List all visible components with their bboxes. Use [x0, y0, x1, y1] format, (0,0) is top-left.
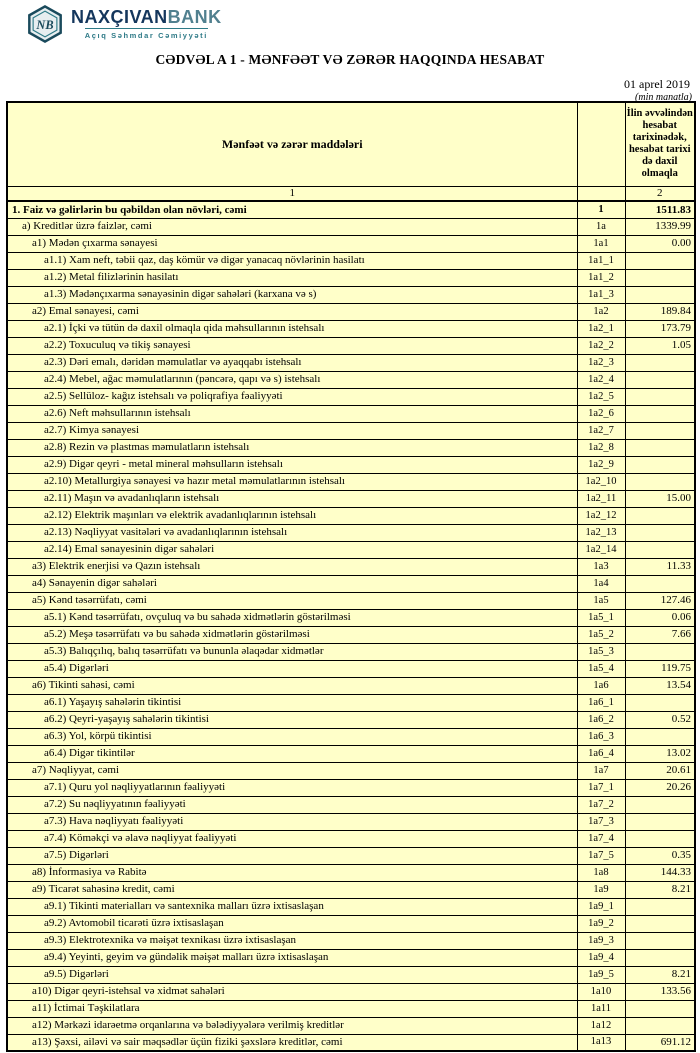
row-value: [625, 269, 695, 286]
row-label: a2.14) Emal sənayesinin digər sahələri: [7, 541, 577, 558]
row-label: a2.4) Mebel, ağac məmulatlarının (pəncərə, qapı və s) istehsalı: [7, 371, 577, 388]
row-code: 1a7_4: [577, 830, 625, 847]
row-code: 1a3: [577, 558, 625, 575]
table-row: [7, 524, 695, 541]
row-code: 1a2_5: [577, 388, 625, 405]
row-value: [625, 813, 695, 830]
row-value: [625, 388, 695, 405]
row-label: a11) İctimai Təşkilatlara: [7, 1000, 577, 1017]
row-value: [625, 932, 695, 949]
table-row: [7, 235, 695, 252]
table-row: [7, 864, 695, 881]
row-value: [625, 541, 695, 558]
table-row: [7, 473, 695, 490]
row-code: 1a4: [577, 575, 625, 592]
table-row: [7, 898, 695, 915]
row-label: a2.13) Nəqliyyat vasitələri və avadanlıqlarının istehsalı: [7, 524, 577, 541]
table-row: [7, 252, 695, 269]
row-value: [625, 405, 695, 422]
row-value: 0.52: [625, 711, 695, 728]
row-code: 1a6: [577, 677, 625, 694]
row-label: a9) Ticarət sahəsinə kredit, cəmi: [7, 881, 577, 898]
table-row: [7, 201, 695, 218]
row-code: 1a1_1: [577, 252, 625, 269]
row-code: 1a2_10: [577, 473, 625, 490]
row-code: 1a2_1: [577, 320, 625, 337]
row-label: a6.3) Yol, körpü tikintisi: [7, 728, 577, 745]
bank-logo: [26, 5, 222, 43]
row-value: [625, 354, 695, 371]
row-code: 1a7_2: [577, 796, 625, 813]
row-label: a) Kreditlər üzrə faizlər, cəmi: [7, 218, 577, 235]
row-label: a3) Elektrik enerjisi və Qazın istehsalı: [7, 558, 577, 575]
row-value: 20.26: [625, 779, 695, 796]
row-code: 1a2_13: [577, 524, 625, 541]
row-code: 1a7: [577, 762, 625, 779]
row-value: [625, 830, 695, 847]
bank-name-secondary: BANK: [167, 7, 222, 27]
table-row: [7, 626, 695, 643]
row-label: a7.5) Digərləri: [7, 847, 577, 864]
row-label: a6.4) Digər tikintilər: [7, 745, 577, 762]
row-code: 1a1: [577, 235, 625, 252]
table-row: [7, 643, 695, 660]
page-title: CƏDVƏL A 1 - MƏNFƏƏT VƏ ZƏRƏR HAQQINDA HESABAT: [155, 52, 545, 67]
row-label: a12) Mərkəzi idarəetmə orqanlarına və bələdiyyələrə verilmiş kreditlər: [7, 1017, 577, 1034]
row-label: a1) Mədən çıxarma sənayesi: [7, 235, 577, 252]
row-value: [625, 796, 695, 813]
row-value: 0.35: [625, 847, 695, 864]
table-row: [7, 966, 695, 983]
table-row: [7, 881, 695, 898]
bank-name-primary: NAXÇIVAN: [71, 7, 168, 27]
table-row: [7, 847, 695, 864]
row-label: a9.2) Avtomobil ticarəti üzrə ixtisaslaşan: [7, 915, 577, 932]
row-code: 1a6_2: [577, 711, 625, 728]
row-label: a7) Nəqliyyat, cəmi: [7, 762, 577, 779]
row-value: 8.21: [625, 881, 695, 898]
table-row: [7, 915, 695, 932]
row-label: a6) Tikinti sahəsi, cəmi: [7, 677, 577, 694]
row-label: a10) Digər qeyri-istehsal və xidmət sahələri: [7, 983, 577, 1000]
row-code: 1a2_4: [577, 371, 625, 388]
row-value: 173.79: [625, 320, 695, 337]
row-code: 1a9_1: [577, 898, 625, 915]
row-value: 11.33: [625, 558, 695, 575]
table-row: [7, 320, 695, 337]
table-row: [7, 490, 695, 507]
row-label: a1.1) Xam neft, təbii qaz, daş kömür və digər yanacaq növlərinin hasilatı: [7, 252, 577, 269]
row-label: a1.3) Mədənçıxarma sənayəsinin digər sahələri (karxana və s): [7, 286, 577, 303]
row-value: [625, 371, 695, 388]
row-value: [625, 439, 695, 456]
table-row: [7, 983, 695, 1000]
row-code: 1a11: [577, 1000, 625, 1017]
column-number-items: 1: [7, 186, 577, 201]
row-label: a2.6) Neft məhsullarının istehsalı: [7, 405, 577, 422]
row-value: 691.12: [625, 1034, 695, 1051]
row-value: 1.05: [625, 337, 695, 354]
row-value: 0.00: [625, 235, 695, 252]
row-value: 189.84: [625, 303, 695, 320]
column-number-code: [577, 186, 625, 201]
table-row: [7, 541, 695, 558]
table-row: [7, 422, 695, 439]
table-row: [7, 337, 695, 354]
table-row: [7, 286, 695, 303]
table-row: [7, 677, 695, 694]
table-row: [7, 609, 695, 626]
row-label: a2) Emal sənayesi, cəmi: [7, 303, 577, 320]
row-code: 1a10: [577, 983, 625, 1000]
row-value: [625, 694, 695, 711]
row-label: a7.3) Hava nəqliyyatı fəaliyyəti: [7, 813, 577, 830]
row-label: a2.3) Dəri emalı, dəridən məmulatlar və ayaqqabı istehsalı: [7, 354, 577, 371]
row-label: a5.1) Kənd təsərrüfatı, ovçuluq və bu sahədə xidmətlərin göstərilməsi: [7, 609, 577, 626]
row-label: a7.1) Quru yol nəqliyyatlarının fəaliyyəti: [7, 779, 577, 796]
row-value: [625, 898, 695, 915]
column-header-value: İlin əvvəlindən hesabat tarixinədək, hesabat tarixi də daxil olmaqla: [625, 102, 695, 186]
row-value: 0.06: [625, 609, 695, 626]
row-label: a5.2) Meşə təsərrüfatı və bu sahədə xidmətlərin göstərilməsi: [7, 626, 577, 643]
row-label: a9.3) Elektrotexnika və məişət texnikası üzrə ixtisaslaşan: [7, 932, 577, 949]
table-row: [7, 507, 695, 524]
row-value: [625, 524, 695, 541]
bank-name: [71, 8, 222, 26]
row-code: 1a13: [577, 1034, 625, 1051]
column-number-row: [7, 186, 695, 201]
svg-text:NB: NB: [36, 18, 54, 33]
row-code: 1a2_2: [577, 337, 625, 354]
row-code: 1a2_6: [577, 405, 625, 422]
row-label: 1. Faiz və gəlirlərin bu qəbildən olan növləri, cəmi: [7, 201, 577, 218]
row-code: 1a2_11: [577, 490, 625, 507]
row-code: 1a5: [577, 592, 625, 609]
row-value: [625, 507, 695, 524]
row-code: 1a2_7: [577, 422, 625, 439]
row-label: a13) Şəxsi, ailəvi və sair məqsədlər üçün fiziki şəxslərə kreditlər, cəmi: [7, 1034, 577, 1051]
row-value: 144.33: [625, 864, 695, 881]
row-code: 1a9_4: [577, 949, 625, 966]
row-value: 8.21: [625, 966, 695, 983]
table-row: [7, 762, 695, 779]
row-label: a5) Kənd təsərrüfatı, cəmi: [7, 592, 577, 609]
row-label: a2.10) Metallurgiya sənayesi və hazır metal məmulatlarının istehsalı: [7, 473, 577, 490]
table-row: [7, 745, 695, 762]
table-row: [7, 932, 695, 949]
table-row: [7, 575, 695, 592]
table-row: [7, 388, 695, 405]
row-code: 1a2_8: [577, 439, 625, 456]
row-value: [625, 915, 695, 932]
row-value: 1511.83: [625, 201, 695, 218]
table-row: [7, 218, 695, 235]
bank-logo-text: [71, 8, 222, 40]
row-code: 1a2_3: [577, 354, 625, 371]
table-row: [7, 269, 695, 286]
row-value: [625, 252, 695, 269]
table-row: [7, 1017, 695, 1034]
row-value: 127.46: [625, 592, 695, 609]
row-code: 1a1_2: [577, 269, 625, 286]
bank-subtitle: Açıq Səhmdar Cəmiyyəti: [85, 28, 208, 40]
row-code: 1a5_3: [577, 643, 625, 660]
document-header: [0, 0, 700, 101]
row-value: [625, 473, 695, 490]
row-label: a2.9) Digər qeyri - metal mineral məhsulların istehsalı: [7, 456, 577, 473]
table-row: [7, 405, 695, 422]
row-code: 1a5_1: [577, 609, 625, 626]
row-label: a7.4) Köməkçi və əlavə nəqliyyat fəaliyyəti: [7, 830, 577, 847]
row-code: 1a1_3: [577, 286, 625, 303]
row-label: a9.5) Digərləri: [7, 966, 577, 983]
row-value: [625, 1000, 695, 1017]
row-value: 133.56: [625, 983, 695, 1000]
row-code: 1a9: [577, 881, 625, 898]
row-code: 1a2_9: [577, 456, 625, 473]
column-header-items: Mənfəət və zərər maddələri: [7, 102, 577, 186]
row-value: 20.61: [625, 762, 695, 779]
row-code: 1a7_1: [577, 779, 625, 796]
profit-loss-table: [6, 101, 696, 1052]
table-row: [7, 354, 695, 371]
units-note: (min manatla): [635, 92, 692, 103]
table-body: [7, 201, 695, 1051]
row-label: a7.2) Su nəqliyyatının fəaliyyəti: [7, 796, 577, 813]
row-value: 13.54: [625, 677, 695, 694]
row-label: a2.2) Toxuculuq və tikiş sənayesi: [7, 337, 577, 354]
table-row: [7, 558, 695, 575]
row-value: [625, 643, 695, 660]
row-value: [625, 422, 695, 439]
row-label: a2.7) Kimya sənayesi: [7, 422, 577, 439]
table-row: [7, 371, 695, 388]
row-code: 1a: [577, 218, 625, 235]
row-label: a2.11) Maşın və avadanlıqların istehsalı: [7, 490, 577, 507]
table-row: [7, 796, 695, 813]
row-label: a6.2) Qeyri-yaşayış sahələrin tikintisi: [7, 711, 577, 728]
row-label: a8) İnformasiya və Rabitə: [7, 864, 577, 881]
row-label: a2.12) Elektrik maşınları və elektrik avadanlıqlarının istehsalı: [7, 507, 577, 524]
row-code: 1a8: [577, 864, 625, 881]
row-value: [625, 575, 695, 592]
row-value: 1339.99: [625, 218, 695, 235]
row-value: 119.75: [625, 660, 695, 677]
row-label: a4) Sənayenin digər sahələri: [7, 575, 577, 592]
row-code: 1: [577, 201, 625, 218]
table-header-row: [7, 102, 695, 186]
row-code: 1a9_2: [577, 915, 625, 932]
row-label: a5.4) Digərləri: [7, 660, 577, 677]
row-label: a9.4) Yeyinti, geyim və gündəlik məişət malları üzrə ixtisaslaşan: [7, 949, 577, 966]
table-row: [7, 592, 695, 609]
table-row: [7, 779, 695, 796]
row-code: 1a9_3: [577, 932, 625, 949]
row-code: 1a5_4: [577, 660, 625, 677]
row-label: a2.8) Rezin və plastmas məmulatların istehsalı: [7, 439, 577, 456]
table-row: [7, 303, 695, 320]
row-code: 1a2_12: [577, 507, 625, 524]
row-value: [625, 456, 695, 473]
table-row: [7, 1000, 695, 1017]
row-value: [625, 728, 695, 745]
table-row: [7, 830, 695, 847]
table-row: [7, 711, 695, 728]
table-row: [7, 439, 695, 456]
table-row: [7, 949, 695, 966]
row-code: 1a5_2: [577, 626, 625, 643]
column-header-code: [577, 102, 625, 186]
row-label: a2.1) İçki və tütün də daxil olmaqla qida məhsullarının istehsalı: [7, 320, 577, 337]
row-code: 1a6_4: [577, 745, 625, 762]
bank-logo-icon: [26, 5, 64, 43]
row-code: 1a7_5: [577, 847, 625, 864]
table-row: [7, 660, 695, 677]
table-header: [7, 102, 695, 201]
row-code: 1a7_3: [577, 813, 625, 830]
row-value: 7.66: [625, 626, 695, 643]
table-row: [7, 728, 695, 745]
table-row: [7, 813, 695, 830]
row-code: 1a2_14: [577, 541, 625, 558]
row-value: [625, 949, 695, 966]
report-date: 01 aprel 2019: [624, 77, 690, 91]
row-code: 1a2: [577, 303, 625, 320]
table-row: [7, 694, 695, 711]
column-number-value: 2: [625, 186, 695, 201]
row-label: a1.2) Metal filizlərinin hasilatı: [7, 269, 577, 286]
row-code: 1a6_3: [577, 728, 625, 745]
row-label: a5.3) Balıqçılıq, balıq təsərrüfatı və bununla əlaqədar xidmətlər: [7, 643, 577, 660]
row-value: [625, 1017, 695, 1034]
row-code: 1a12: [577, 1017, 625, 1034]
row-value: 15.00: [625, 490, 695, 507]
row-value: 13.02: [625, 745, 695, 762]
row-label: a6.1) Yaşayış sahələrin tikintisi: [7, 694, 577, 711]
row-label: a9.1) Tikinti materialları və santexnika malları üzrə ixtisaslaşan: [7, 898, 577, 915]
row-code: 1a6_1: [577, 694, 625, 711]
row-label: a2.5) Sellüloz- kağız istehsalı və poliqrafiya fəaliyyəti: [7, 388, 577, 405]
table-row: [7, 456, 695, 473]
table-row: [7, 1034, 695, 1051]
row-value: [625, 286, 695, 303]
row-code: 1a9_5: [577, 966, 625, 983]
